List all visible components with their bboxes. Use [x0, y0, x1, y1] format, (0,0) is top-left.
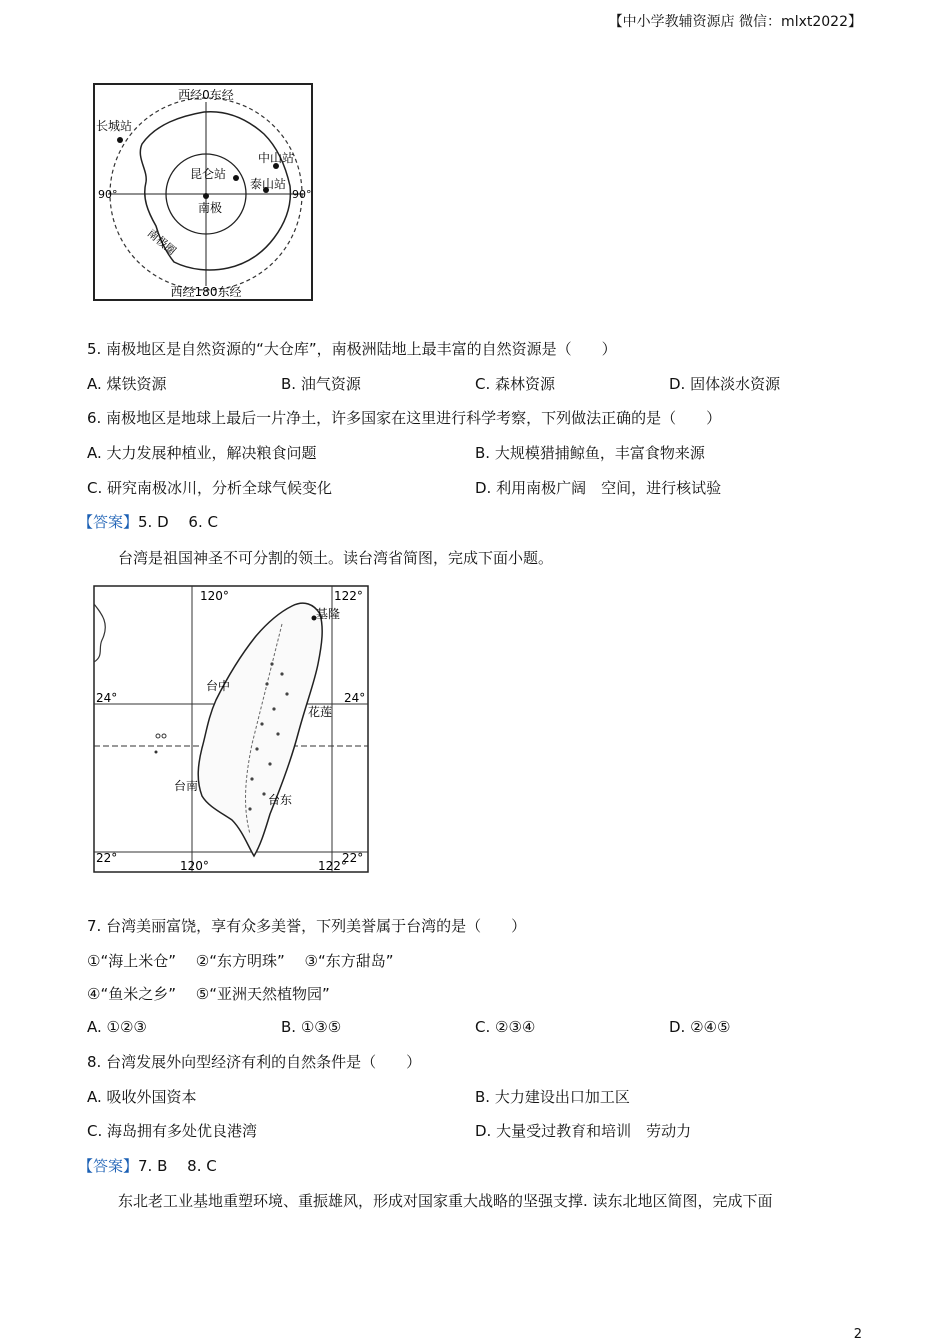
q5-option-c: C. 森林资源	[475, 375, 556, 393]
answer-text: 7. B 8. C	[138, 1157, 217, 1175]
q5-option-a: A. 煤铁资源	[87, 375, 167, 393]
station-taishan: 泰山站	[250, 177, 287, 191]
q6-option-c: C. 研究南极冰川，分析全球气候变化	[87, 479, 333, 497]
q7-stem: 7. 台湾美丽富饶，享有众多美誉，下列美誉属于台湾的是（ ）	[87, 917, 527, 935]
antarctica-map	[86, 82, 318, 304]
lat-24-right: 24°	[344, 691, 366, 705]
q5-option-d: D. 固体淡水资源	[669, 375, 781, 393]
q7-option-b: B. ①③⑤	[281, 1018, 342, 1036]
map-label-bottom: 西经180东经	[170, 285, 242, 299]
q6-option-a: A. 大力发展种植业，解决粮食问题	[87, 444, 317, 462]
q8-option-b: B. 大力建设出口加工区	[475, 1088, 630, 1106]
page-number: 2	[853, 1327, 862, 1342]
q5-option-b: B. 油气资源	[281, 375, 361, 393]
q8-option-d: D. 大量受过教育和培训 劳动力	[475, 1122, 692, 1140]
map-label-left: 90°	[98, 188, 118, 201]
q7-items-line2: ④“鱼米之乡” ⑤“亚洲天然植物园”	[87, 985, 330, 1003]
lat-22-left: 22°	[96, 851, 118, 865]
city-tainan: 台南	[174, 779, 199, 793]
q7-items-line1: ①“海上米仓” ②“东方明珠” ③“东方甜岛”	[87, 952, 394, 970]
q5-stem: 5. 南极地区是自然资源的“大仓库”，南极洲陆地上最丰富的自然资源是（ ）	[87, 340, 617, 358]
south-pole-label: 南极	[198, 201, 223, 215]
answer-tag: 【答案】	[78, 513, 139, 531]
taiwan-map	[92, 584, 370, 874]
q7-option-d: D. ②④⑤	[669, 1018, 731, 1036]
q7-option-a: A. ①②③	[87, 1018, 147, 1036]
page-header: 【中小学教辅资源店 微信：mlxt2022】	[608, 14, 862, 30]
city-keelung: 基隆	[316, 607, 341, 621]
city-hualien: 花莲	[308, 705, 333, 719]
lon-122-bottom: 122°	[318, 859, 347, 873]
answer-block-2	[78, 1155, 217, 1177]
lon-120-bottom: 120°	[180, 859, 209, 873]
lon-120-top: 120°	[200, 589, 229, 603]
q7-option-c: C. ②③④	[475, 1018, 536, 1036]
intro-taiwan: 台湾是祖国神圣不可分割的领土。读台湾省简图，完成下面小题。	[118, 549, 554, 567]
city-taichung: 台中	[206, 679, 231, 693]
answer-tag: 【答案】	[78, 1157, 139, 1175]
q6-option-d: D. 利用南极广阔 空间，进行核试验	[475, 479, 722, 497]
lat-22-right: 22°	[342, 851, 364, 865]
q6-stem: 6. 南极地区是地球上最后一片净土，许多国家在这里进行科学考察，下列做法正确的是（ ）	[87, 409, 722, 427]
answer-text: 5. D 6. C	[138, 513, 218, 531]
q6-option-b: B. 大规模猎捕鲸鱼，丰富食物来源	[475, 444, 705, 462]
lat-24-left: 24°	[96, 691, 118, 705]
map-label-top: 西经0东经	[178, 88, 234, 102]
city-taitung: 台东	[268, 793, 293, 807]
q8-option-c: C. 海岛拥有多处优良港湾	[87, 1122, 258, 1140]
antarctic-circle-label: 南极圈	[144, 226, 179, 258]
lon-122-top: 122°	[334, 589, 363, 603]
station-zhongshan: 中山站	[258, 151, 295, 165]
map-label-right: 90°	[292, 188, 312, 201]
q8-option-a: A. 吸收外国资本	[87, 1088, 197, 1106]
station-kunlun: 昆仑站	[190, 167, 227, 181]
intro-northeast: 东北老工业基地重塑环境、重振雄风，形成对国家重大战略的坚强支撑. 读东北地区简图，完成下面	[118, 1192, 773, 1210]
q8-stem: 8. 台湾发展外向型经济有利的自然条件是（ ）	[87, 1053, 422, 1071]
station-changcheng: 长城站	[96, 119, 133, 133]
answer-block-1	[78, 511, 218, 533]
